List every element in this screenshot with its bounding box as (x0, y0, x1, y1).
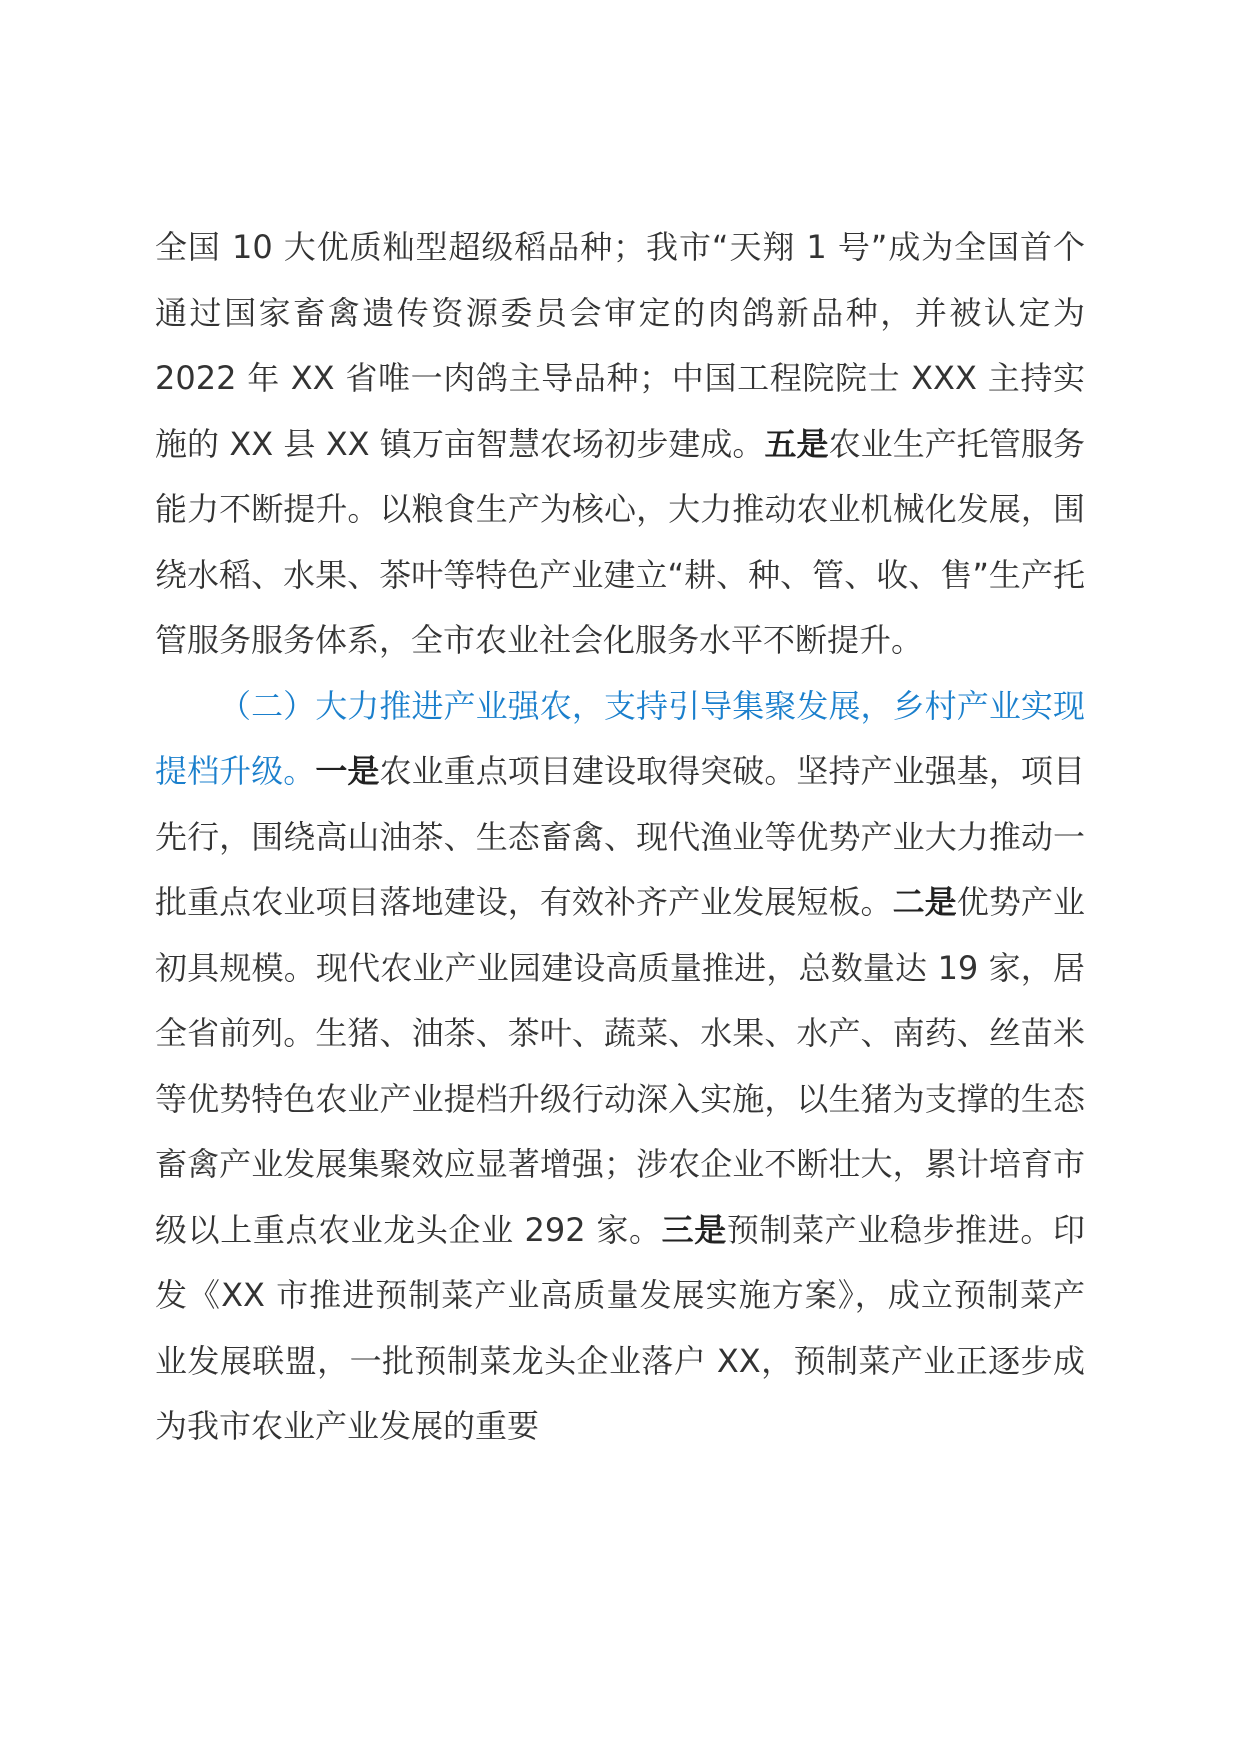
paragraph-section-two (155, 674, 1085, 1460)
bold-lead-san-shi: 三是 (661, 1210, 727, 1249)
text-run: 优势产业初具规模。现代农业产业园建设高质量推进，总数量达 19 家，居全省前列。生猪、油茶、茶叶、蔬菜、水果、水产、南药、丝苗米等优势特色农业产业提档升级行动深入实施，以生猪为支撑的生态畜禽产业发展集聚效应显著增强；涉农企业不断壮大，累计培育市级以上重点农业龙头企业 292 家。 (155, 883, 1085, 1249)
paragraph-continuation (155, 215, 1085, 674)
section-heading: （二）大力推进产业强农，支持引导集聚发展，乡村产业实现提档升级。 (155, 686, 1085, 790)
document-body (155, 215, 1085, 1460)
text-run: 预制菜产业稳步推进。印发《XX 市推进预制菜产业高质量发展实施方案》，成立预制菜产业发展联盟，一批预制菜龙头企业落户 XX，预制菜产业正逐步成为我市农业产业发展的重要 (155, 1210, 1085, 1445)
bold-lead-yi-shi: 一是 (315, 752, 380, 790)
text-run: 农业重点项目建设取得突破。坚持产业强基，项目先行，围绕高山油茶、生态畜禽、现代渔业等优势产业大力推动一批重点农业项目落地建设，有效补齐产业发展短板。 (155, 752, 1085, 921)
bold-lead-er-shi: 二是 (892, 883, 957, 921)
text-run: 全国 10 大优质籼型超级稻品种；我市“天翔 1 号”成为全国首个通过国家畜禽遗传资源委员会审定的肉鸽新品种，并被认定为 2022 年 XX 省唯一肉鸽主导品种；中国工程院院士 XXX 主持实施的 XX 县 XX 镇万亩智慧农场初步建成。 (155, 228, 1085, 463)
bold-lead-wu-shi: 五是 (764, 424, 829, 463)
text-run: 农业生产托管服务能力不断提升。以粮食生产为核心，大力推动农业机械化发展，围绕水稻、水果、茶叶等特色产业建立“耕、种、管、收、售”生产托管服务服务体系，全市农业社会化服务水平不断提升。 (155, 424, 1085, 659)
